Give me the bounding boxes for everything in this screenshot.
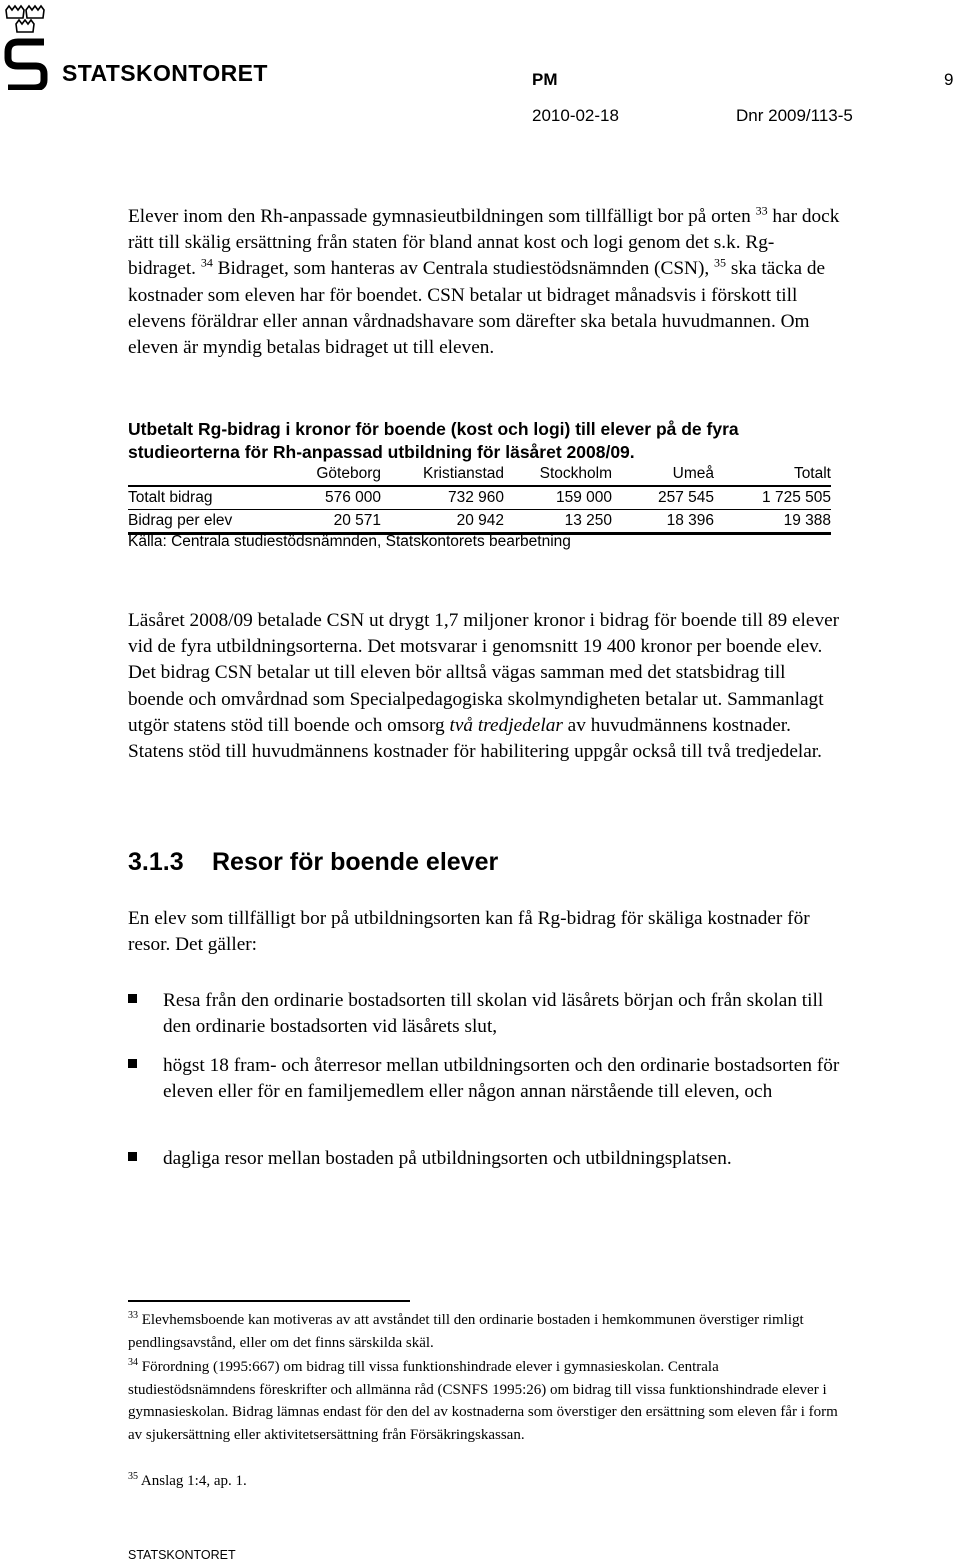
document-type: PM [532,70,558,89]
page-number: 9 [944,70,954,89]
list-item-text: Resa från den ordinarie bostadsorten till skolan vid läsårets början och från skolan till den ordinarie bostadsorten vid läsårets slut, [163,990,824,1038]
square-bullet-icon [128,1059,137,1068]
table-header-cell: Göteborg [316,465,381,482]
table-cell: Totalt bidrag [128,489,213,506]
document-reference: Dnr 2009/113-5 [736,106,853,125]
table-cell: 732 960 [447,489,504,506]
emphasis-text: två tredjedelar [449,714,563,736]
footnote-divider [128,1300,410,1302]
footnote-35: $^{35}$ Anslag 1:4, ap. 1. [128,1471,247,1489]
table-caption: Utbetalt Rg-bidrag i kronor för boende (kost och logi) till elever på de fyra studieorterna för Rh-anpassad utbildning för läsåret 2008/09. [128,419,739,462]
list-item-text: högst 18 fram- och återresor mellan utbildningsorten och den ordinarie bostadsorten för eleven eller för en familjemedlem eller någon annan närstående till eleven, och [163,1055,840,1103]
table-source: Källa: Centrala studiestödsnämnden, Statskontorets bearbetning [128,533,571,550]
table-cell: Bidrag per elev [128,512,233,529]
document-date: 2010-02-18 [532,106,619,125]
table-cell: 576 000 [324,489,381,506]
table-cell: 18 396 [666,512,714,529]
table-cell: 159 000 [555,489,612,506]
footnote-ref-33: 33 [755,203,768,218]
table-row [128,510,831,534]
footnote-ref-34: 34 [200,255,213,270]
section-title: Resor för boende elever [212,848,499,876]
square-bullet-icon [128,994,137,1003]
paragraph-summary: Läsåret 2008/09 betalade CSN ut drygt 1,7 miljoner kronor i bidrag för boende till 89 elever vid de fyra utbildningsorterna. Det motsvarar i genomsnitt 19 400 kronor per boende elev. Det bidrag CSN betalar ut till eleven bör alltså vägas samman med det statsbidrag till boende och omvårdnad som Specialpedagogiska skolmyndigheten betalar ut. Sammanlagt utgör statens stöd till boende och omsorg två tredjedelar av huvudmännens kostnader. Statens stöd till huvudmännens kostnader för habilitering uppgår också till två tredjedelar. [128,610,840,763]
table-cell: 257 545 [657,489,714,506]
table-cell: 1 725 505 [762,489,831,506]
footnote-33: $^{33}$ Elevhemsboende kan motiveras av att avståndet till den ordinarie bostaden i hemkommunen överstiger rimligt pendlingsavstånd, eller om det finns särskilda skäl. [128,1310,804,1351]
brand-wordmark: STATSKONTORET [62,60,268,86]
table-header-cell [128,463,273,486]
table-cell: 20 571 [333,512,381,529]
footnote-34: $^{34}$ Förordning (1995:667) om bidrag till vissa funktionshindrade elever i gymnasieskolan. Centrala studiestödsnämndens föreskrifter och allmänna råd (CSNFS 1995:26) om bidrag till vissa funktionshindrade elever i gymnasieskolan. Bidrag lämnas endast för den del av kostnaderna som överstiger den ersättning som eleven får i form av sjukersättning eller aktivitetsersättning från Försäkringskassan. [128,1357,838,1443]
table-cell: 20 942 [456,512,504,529]
table-header-cell: Stockholm [539,465,612,482]
table-header-cell: Umeå [672,465,714,482]
table-cell: 19 388 [783,512,831,529]
table-cell: 13 250 [564,512,612,529]
table-header-cell: Kristianstad [423,465,504,482]
footnote-ref-35: 35 [714,255,727,270]
square-bullet-icon [128,1152,137,1161]
footer-organization: STATSKONTORET [128,1548,236,1562]
paragraph-travel: En elev som tillfälligt bor på utbildningsorten kan få Rg-bidrag för skäliga kostnader för resor. Det gäller: [128,908,810,956]
table-header-cell: Totalt [793,465,831,482]
section-number: 3.1.3 [128,848,184,876]
data-table-container [128,463,831,535]
data-table [128,463,831,535]
table-header-row [128,463,831,486]
table-row [128,486,831,510]
paragraph-intro: Elever inom den Rh-anpassade gymnasieutbildningen som tillfälligt bor på orten $^{33}$ har dock rätt till skälig ersättning från staten för bland annat kost och logi genom det s.k. Rg-bidraget. $^{34}$ Bidraget, som hanteras av Centrala studiestödsnämnden (CSN), $^{35}$ ska täcka de kostnader som eleven har för boendet. CSN betalar ut bidraget månadsvis i förskott till elevens föräldrar eller annan vårdnadshavare som därefter ska betala huvudmannen. Om eleven är myndig betalas bidraget ut till eleven. [128,203,840,359]
list-item-text: dagliga resor mellan bostaden på utbildningsorten och utbildningsplatsen. [163,1148,732,1169]
